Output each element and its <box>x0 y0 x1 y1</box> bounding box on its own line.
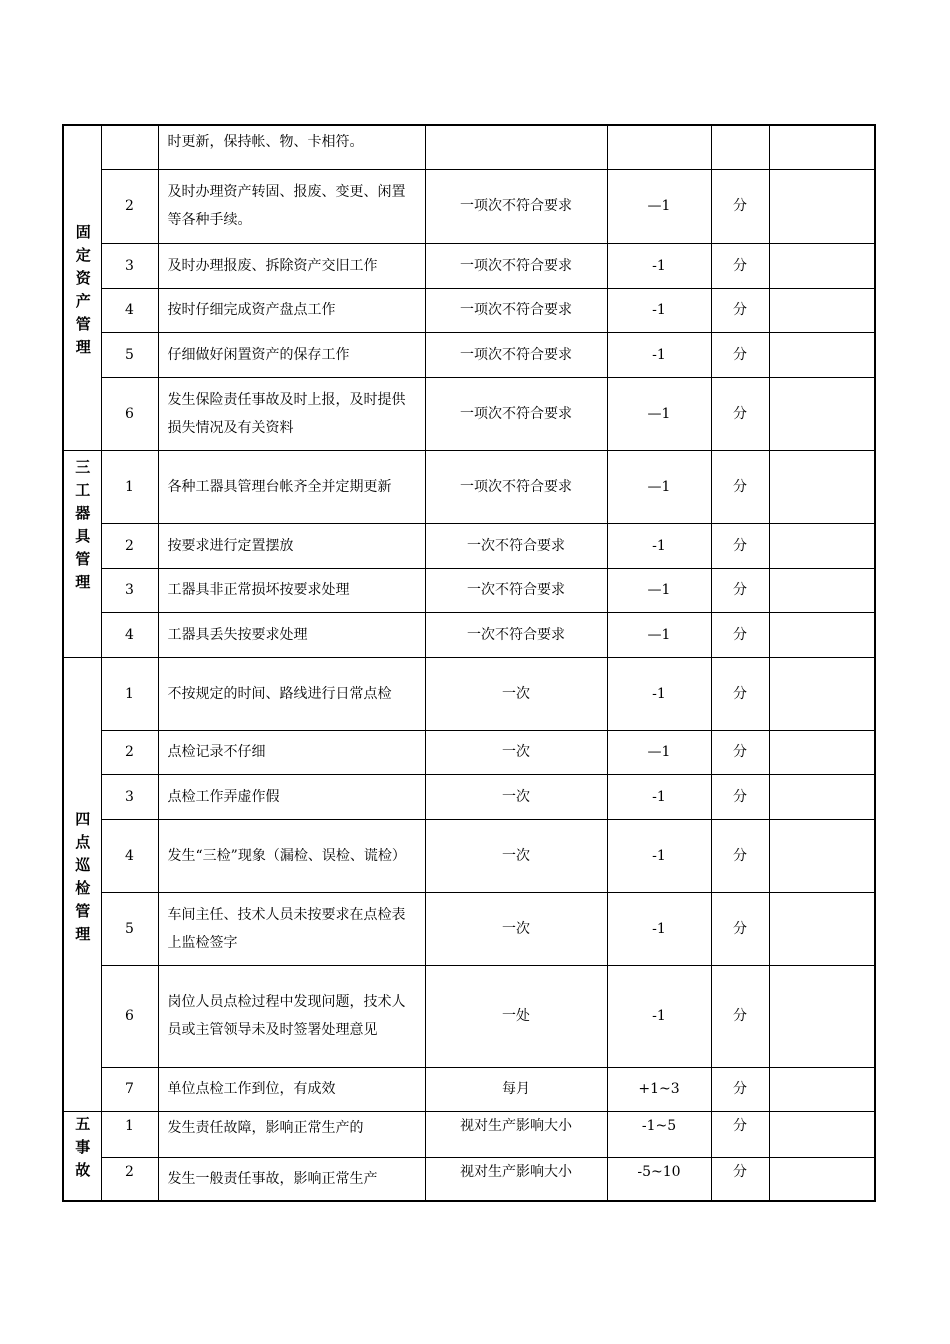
table-row <box>63 612 875 657</box>
category-label: 三工器具管理 <box>73 458 92 597</box>
remark-cell <box>769 288 875 332</box>
remark-cell <box>769 774 875 819</box>
category-label: 五事故 <box>73 1115 92 1185</box>
score-cell: -1 <box>607 288 711 332</box>
table-row <box>63 288 875 332</box>
row-number: 2 <box>101 730 158 774</box>
table-row <box>63 243 875 288</box>
item-text: 按要求进行定置摆放 <box>158 523 425 568</box>
table-row <box>63 125 875 169</box>
remark-cell <box>769 819 875 892</box>
score-cell: -1 <box>607 965 711 1067</box>
criterion-cell: 一次 <box>425 730 607 774</box>
row-number: 4 <box>101 288 158 332</box>
item-text: 发生一般责任事故，影响正常生产 <box>158 1157 425 1201</box>
row-number: 2 <box>101 523 158 568</box>
table-row <box>63 377 875 450</box>
criterion-cell: 一项次不符合要求 <box>425 169 607 243</box>
score-cell: -1 <box>607 243 711 288</box>
item-text: 岗位人员点检过程中发现问题，技术人员或主管领导未及时签署处理意见 <box>158 965 425 1067</box>
item-text: 及时办理资产转固、报废、变更、闲置等各种手续。 <box>158 169 425 243</box>
unit-cell: 分 <box>711 612 769 657</box>
unit-cell: 分 <box>711 730 769 774</box>
row-number: 3 <box>101 243 158 288</box>
score-cell: -5~10 <box>607 1157 711 1201</box>
unit-cell: 分 <box>711 657 769 730</box>
item-text: 各种工器具管理台帐齐全并定期更新 <box>158 450 425 523</box>
item-text: 工器具丢失按要求处理 <box>158 612 425 657</box>
unit-cell: 分 <box>711 243 769 288</box>
unit-cell: 分 <box>711 332 769 377</box>
criterion-cell: 一次不符合要求 <box>425 568 607 612</box>
remark-cell <box>769 568 875 612</box>
item-text: 仔细做好闲置资产的保存工作 <box>158 332 425 377</box>
category-label: 固定资产管理 <box>73 224 92 363</box>
criterion-cell: 一项次不符合要求 <box>425 377 607 450</box>
score-cell: -1~5 <box>607 1111 711 1157</box>
unit-cell: 分 <box>711 450 769 523</box>
category-cell-inspection <box>63 657 101 1111</box>
remark-cell <box>769 125 875 169</box>
remark-cell <box>769 523 875 568</box>
score-cell: -1 <box>607 657 711 730</box>
remark-cell <box>769 965 875 1067</box>
remark-cell <box>769 612 875 657</box>
unit-cell: 分 <box>711 1111 769 1157</box>
score-cell <box>607 125 711 169</box>
criterion-cell: 一次 <box>425 892 607 965</box>
row-number: 6 <box>101 965 158 1067</box>
criterion-cell: 每月 <box>425 1067 607 1111</box>
remark-cell <box>769 892 875 965</box>
row-number: 1 <box>101 1111 158 1157</box>
category-cell-accident <box>63 1111 101 1201</box>
criterion-cell: 一次 <box>425 819 607 892</box>
unit-cell: 分 <box>711 377 769 450</box>
row-number: 1 <box>101 450 158 523</box>
remark-cell <box>769 450 875 523</box>
unit-cell: 分 <box>711 523 769 568</box>
remark-cell <box>769 332 875 377</box>
unit-cell: 分 <box>711 819 769 892</box>
table-row <box>63 730 875 774</box>
remark-cell <box>769 657 875 730</box>
row-number: 4 <box>101 819 158 892</box>
score-cell: +1~3 <box>607 1067 711 1111</box>
item-text: 时更新，保持帐、物、卡相符。 <box>158 125 425 169</box>
criterion-cell: 一项次不符合要求 <box>425 288 607 332</box>
item-text: 工器具非正常损坏按要求处理 <box>158 568 425 612</box>
remark-cell <box>769 730 875 774</box>
row-number: 2 <box>101 1157 158 1201</box>
unit-cell: 分 <box>711 774 769 819</box>
assessment-table <box>62 124 876 1202</box>
score-cell: -1 <box>607 332 711 377</box>
row-number: 5 <box>101 892 158 965</box>
score-cell: —1 <box>607 612 711 657</box>
remark-cell <box>769 1067 875 1111</box>
row-number: 4 <box>101 612 158 657</box>
unit-cell: 分 <box>711 1157 769 1201</box>
item-text: 车间主任、技术人员未按要求在点检表上监检签字 <box>158 892 425 965</box>
table-row <box>63 774 875 819</box>
criterion-cell: 一项次不符合要求 <box>425 332 607 377</box>
unit-cell: 分 <box>711 169 769 243</box>
row-number: 1 <box>101 657 158 730</box>
criterion-cell: 一项次不符合要求 <box>425 243 607 288</box>
item-text: 点检记录不仔细 <box>158 730 425 774</box>
item-text: 发生“三检”现象（漏检、误检、谎检） <box>158 819 425 892</box>
row-number: 2 <box>101 169 158 243</box>
table-row <box>63 1067 875 1111</box>
remark-cell <box>769 1157 875 1201</box>
category-label: 四点巡检管理 <box>73 810 92 949</box>
row-number <box>101 125 158 169</box>
score-cell: -1 <box>607 819 711 892</box>
item-text: 及时办理报废、拆除资产交旧工作 <box>158 243 425 288</box>
table-row <box>63 523 875 568</box>
criterion-cell: 一处 <box>425 965 607 1067</box>
unit-cell: 分 <box>711 568 769 612</box>
remark-cell <box>769 169 875 243</box>
table-row <box>63 819 875 892</box>
row-number: 3 <box>101 568 158 612</box>
row-number: 6 <box>101 377 158 450</box>
criterion-cell: 一项次不符合要求 <box>425 450 607 523</box>
score-cell: -1 <box>607 892 711 965</box>
score-cell: -1 <box>607 523 711 568</box>
criterion-cell: 一次不符合要求 <box>425 612 607 657</box>
unit-cell <box>711 125 769 169</box>
remark-cell <box>769 243 875 288</box>
item-text: 发生保险责任事故及时上报，及时提供损失情况及有关资料 <box>158 377 425 450</box>
item-text: 单位点检工作到位，有成效 <box>158 1067 425 1111</box>
table-row <box>63 965 875 1067</box>
table-row <box>63 332 875 377</box>
score-cell: -1 <box>607 774 711 819</box>
score-cell: —1 <box>607 169 711 243</box>
remark-cell <box>769 1111 875 1157</box>
criterion-cell: 视对生产影响大小 <box>425 1157 607 1201</box>
row-number: 7 <box>101 1067 158 1111</box>
criterion-cell: 视对生产影响大小 <box>425 1111 607 1157</box>
score-cell: —1 <box>607 730 711 774</box>
item-text: 不按规定的时间、路线进行日常点检 <box>158 657 425 730</box>
table-row <box>63 568 875 612</box>
table-row <box>63 169 875 243</box>
row-number: 5 <box>101 332 158 377</box>
table-row <box>63 1157 875 1201</box>
score-cell: —1 <box>607 450 711 523</box>
criterion-cell: 一次不符合要求 <box>425 523 607 568</box>
table-row <box>63 1111 875 1157</box>
unit-cell: 分 <box>711 965 769 1067</box>
score-cell: —1 <box>607 377 711 450</box>
category-cell-tools <box>63 450 101 657</box>
criterion-cell: 一次 <box>425 774 607 819</box>
item-text: 发生责任故障，影响正常生产的 <box>158 1111 425 1157</box>
category-cell-fixed-assets <box>63 125 101 450</box>
table-row <box>63 892 875 965</box>
item-text: 点检工作弄虚作假 <box>158 774 425 819</box>
criterion-cell: 一次 <box>425 657 607 730</box>
remark-cell <box>769 377 875 450</box>
score-cell: —1 <box>607 568 711 612</box>
row-number: 3 <box>101 774 158 819</box>
criterion-cell <box>425 125 607 169</box>
table-row <box>63 657 875 730</box>
unit-cell: 分 <box>711 1067 769 1111</box>
unit-cell: 分 <box>711 892 769 965</box>
item-text: 按时仔细完成资产盘点工作 <box>158 288 425 332</box>
table-row <box>63 450 875 523</box>
unit-cell: 分 <box>711 288 769 332</box>
